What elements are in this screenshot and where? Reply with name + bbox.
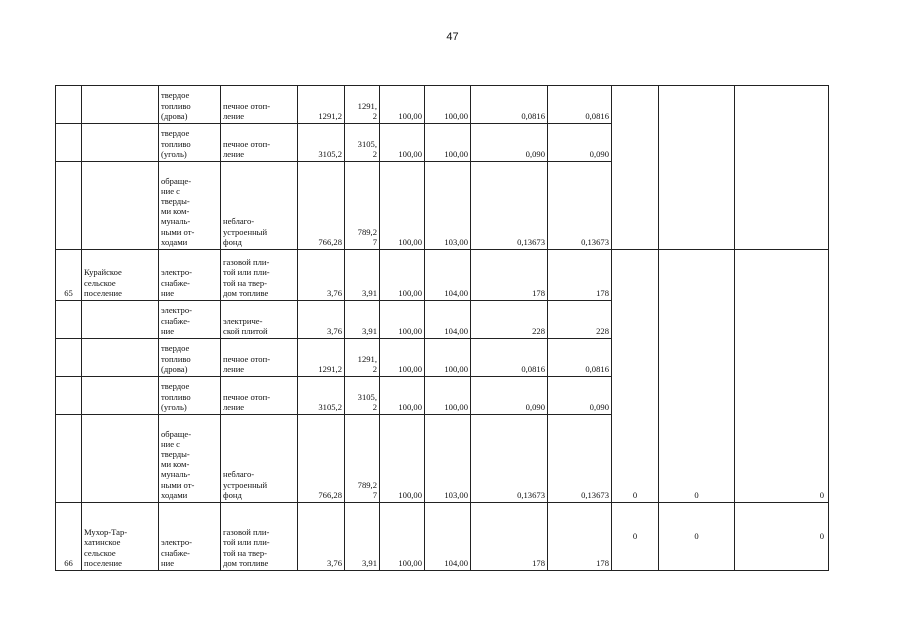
norm-1: 0,13673 xyxy=(471,162,548,250)
norm-2: 0,090 xyxy=(548,124,612,162)
norm-1: 0,090 xyxy=(471,377,548,415)
total-cell: 0 xyxy=(659,503,735,571)
service-type: обраще- ние с тверды- ми ком- муналь- ными от- ходами xyxy=(159,415,221,503)
empty-cell xyxy=(735,86,829,250)
consumer-group: неблаго- устроенный фонд xyxy=(221,415,298,503)
table-row xyxy=(56,250,829,301)
consumer-group: печное отоп- ление xyxy=(221,377,298,415)
norm-1: 178 xyxy=(471,250,548,301)
percent-2: 103,00 xyxy=(425,415,471,503)
percent-2: 100,00 xyxy=(425,86,471,124)
page-number: 47 xyxy=(446,31,459,43)
value-2: 3105, 2 xyxy=(345,124,380,162)
service-type: твердое топливо (дрова) xyxy=(159,339,221,377)
value-2: 3,91 xyxy=(345,301,380,339)
value-1: 1291,2 xyxy=(298,339,345,377)
row-number xyxy=(56,162,82,250)
norm-1: 178 xyxy=(471,503,548,571)
norm-2: 178 xyxy=(548,250,612,301)
norm-2: 178 xyxy=(548,503,612,571)
row-number: 65 xyxy=(56,250,82,301)
value-2: 3,91 xyxy=(345,250,380,301)
percent-1: 100,00 xyxy=(380,250,425,301)
percent-1: 100,00 xyxy=(380,503,425,571)
value-1: 3,76 xyxy=(298,301,345,339)
service-type: твердое топливо (уголь) xyxy=(159,377,221,415)
norm-1: 228 xyxy=(471,301,548,339)
norm-2: 0,0816 xyxy=(548,339,612,377)
percent-2: 104,00 xyxy=(425,503,471,571)
settlement-name: Курайское сельское поселение xyxy=(82,250,159,301)
norm-2: 0,13673 xyxy=(548,415,612,503)
empty-cell xyxy=(659,86,735,250)
value-1: 1291,2 xyxy=(298,86,345,124)
settlement-name xyxy=(82,162,159,250)
value-2: 789,2 7 xyxy=(345,162,380,250)
total-cell: 0 xyxy=(612,250,659,503)
row-number xyxy=(56,124,82,162)
value-1: 766,28 xyxy=(298,162,345,250)
norm-2: 0,0816 xyxy=(548,86,612,124)
value-1: 3105,2 xyxy=(298,377,345,415)
total-cell: 0 xyxy=(735,250,829,503)
norm-1: 0,0816 xyxy=(471,339,548,377)
norm-2: 0,090 xyxy=(548,377,612,415)
percent-2: 100,00 xyxy=(425,377,471,415)
percent-2: 100,00 xyxy=(425,339,471,377)
percent-1: 100,00 xyxy=(380,162,425,250)
consumer-group: печное отоп- ление xyxy=(221,124,298,162)
percent-2: 104,00 xyxy=(425,250,471,301)
settlement-name xyxy=(82,301,159,339)
total-cell: 0 xyxy=(735,503,829,571)
value-2: 3,91 xyxy=(345,503,380,571)
norm-1: 0,090 xyxy=(471,124,548,162)
table-row xyxy=(56,86,829,124)
norm-1: 0,13673 xyxy=(471,415,548,503)
consumer-group: печное отоп- ление xyxy=(221,339,298,377)
value-1: 3,76 xyxy=(298,250,345,301)
service-type: электро- снабже- ние xyxy=(159,250,221,301)
row-number: 66 xyxy=(56,503,82,571)
value-1: 3105,2 xyxy=(298,124,345,162)
settlement-name xyxy=(82,377,159,415)
total-cell: 0 xyxy=(659,250,735,503)
percent-2: 103,00 xyxy=(425,162,471,250)
service-type: твердое топливо (дрова) xyxy=(159,86,221,124)
settlement-name: Мухор-Тар- хатинское сельское поселение xyxy=(82,503,159,571)
norm-2: 0,13673 xyxy=(548,162,612,250)
value-2: 789,2 7 xyxy=(345,415,380,503)
service-type: обраще- ние с тверды- ми ком- муналь- ными от- ходами xyxy=(159,162,221,250)
settlement-name xyxy=(82,124,159,162)
percent-1: 100,00 xyxy=(380,86,425,124)
settlement-name xyxy=(82,86,159,124)
consumer-group: неблаго- устроенный фонд xyxy=(221,162,298,250)
value-2: 1291, 2 xyxy=(345,86,380,124)
row-number xyxy=(56,86,82,124)
value-2: 1291, 2 xyxy=(345,339,380,377)
norm-1: 0,0816 xyxy=(471,86,548,124)
percent-1: 100,00 xyxy=(380,377,425,415)
service-type: электро- снабже- ние xyxy=(159,301,221,339)
consumer-group: печное отоп- ление xyxy=(221,86,298,124)
percent-2: 104,00 xyxy=(425,301,471,339)
tariff-table xyxy=(55,85,829,571)
service-type: электро- снабже- ние xyxy=(159,503,221,571)
row-number xyxy=(56,377,82,415)
consumer-group: электриче- ской плитой xyxy=(221,301,298,339)
row-number xyxy=(56,301,82,339)
empty-cell xyxy=(612,86,659,250)
row-number xyxy=(56,339,82,377)
settlement-name xyxy=(82,415,159,503)
percent-1: 100,00 xyxy=(380,124,425,162)
row-number xyxy=(56,415,82,503)
settlement-name xyxy=(82,339,159,377)
value-1: 766,28 xyxy=(298,415,345,503)
norm-2: 228 xyxy=(548,301,612,339)
value-2: 3105, 2 xyxy=(345,377,380,415)
service-type: твердое топливо (уголь) xyxy=(159,124,221,162)
consumer-group: газовой пли- той или пли- той на твер- дом топливе xyxy=(221,503,298,571)
percent-1: 100,00 xyxy=(380,339,425,377)
percent-1: 100,00 xyxy=(380,301,425,339)
consumer-group: газовой пли- той или пли- той на твер- дом топливе xyxy=(221,250,298,301)
percent-2: 100,00 xyxy=(425,124,471,162)
table-row xyxy=(56,503,829,571)
value-1: 3,76 xyxy=(298,503,345,571)
total-cell: 0 xyxy=(612,503,659,571)
percent-1: 100,00 xyxy=(380,415,425,503)
